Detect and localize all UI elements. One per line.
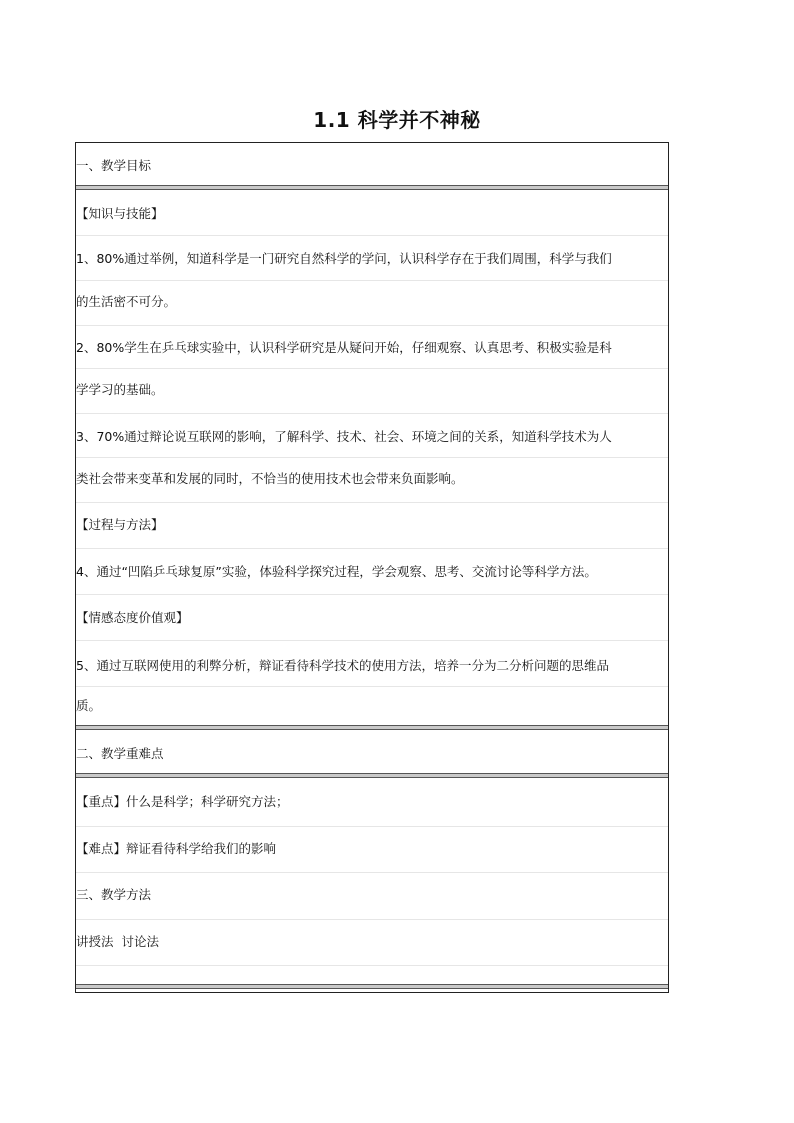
section-divider: [76, 185, 668, 190]
row-line: [76, 457, 668, 458]
objective-1-line-2: 的生活密不可分。: [76, 294, 177, 309]
row-line: [76, 872, 668, 873]
section-divider: [76, 773, 668, 778]
row-line: [76, 826, 668, 827]
subheading-knowledge-skills: 【知识与技能】: [76, 206, 164, 221]
key-point: 【重点】什么是科学；科学研究方法；: [76, 794, 289, 809]
row-line: [76, 235, 668, 236]
objective-1-line-1: 1、80%通过举例，知道科学是一门研究自然科学的学问，认识科学存在于我们周围，科学与我们: [76, 251, 612, 266]
objective-5-line-1: 5、通过互联网使用的利弊分析，辩证看待科学技术的使用方法，培养一分为二分析问题的思维品: [76, 658, 609, 673]
subheading-process-methods: 【过程与方法】: [76, 517, 164, 532]
row-line: [76, 368, 668, 369]
row-line: [76, 502, 668, 503]
row-line: [76, 594, 668, 595]
subheading-attitudes-values: 【情感态度价值观】: [76, 610, 189, 625]
objective-3-line-1: 3、70%通过辩论说互联网的影响，了解科学、技术、社会、环境之间的关系，知道科学技术为人: [76, 429, 612, 444]
section-heading-objectives: 一、教学目标: [76, 158, 152, 173]
section-heading-methods: 三、教学方法: [76, 887, 152, 902]
objective-4: 4、通过“凹陷乒乓球复原”实验，体验科学探究过程，学会观察、思考、交流讨论等科学方法。: [76, 564, 597, 579]
section-divider: [76, 984, 668, 989]
objective-5-line-2: 质。: [76, 698, 102, 713]
section-heading-key-points: 二、教学重难点: [76, 746, 164, 761]
difficult-point: 【难点】辩证看待科学给我们的影响: [76, 841, 277, 856]
row-line: [76, 413, 668, 414]
row-line: [76, 686, 668, 687]
section-divider: [76, 725, 668, 730]
objective-3-line-2: 类社会带来变革和发展的同时，不恰当的使用技术也会带来负面影响。: [76, 471, 464, 486]
row-line: [76, 965, 668, 966]
lesson-plan-table: [75, 142, 669, 993]
objective-2-line-2: 学学习的基础。: [76, 382, 164, 397]
objective-2-line-1: 2、80%学生在乒乓球实验中，认识科学研究是从疑问开始，仔细观察、认真思考、积极实验是科: [76, 340, 612, 355]
row-line: [76, 919, 668, 920]
page-title: 1.1 科学并不神秘: [313, 108, 481, 132]
row-line: [76, 325, 668, 326]
row-line: [76, 548, 668, 549]
teaching-methods: 讲授法 讨论法: [76, 934, 159, 949]
row-line: [76, 640, 668, 641]
row-line: [76, 280, 668, 281]
